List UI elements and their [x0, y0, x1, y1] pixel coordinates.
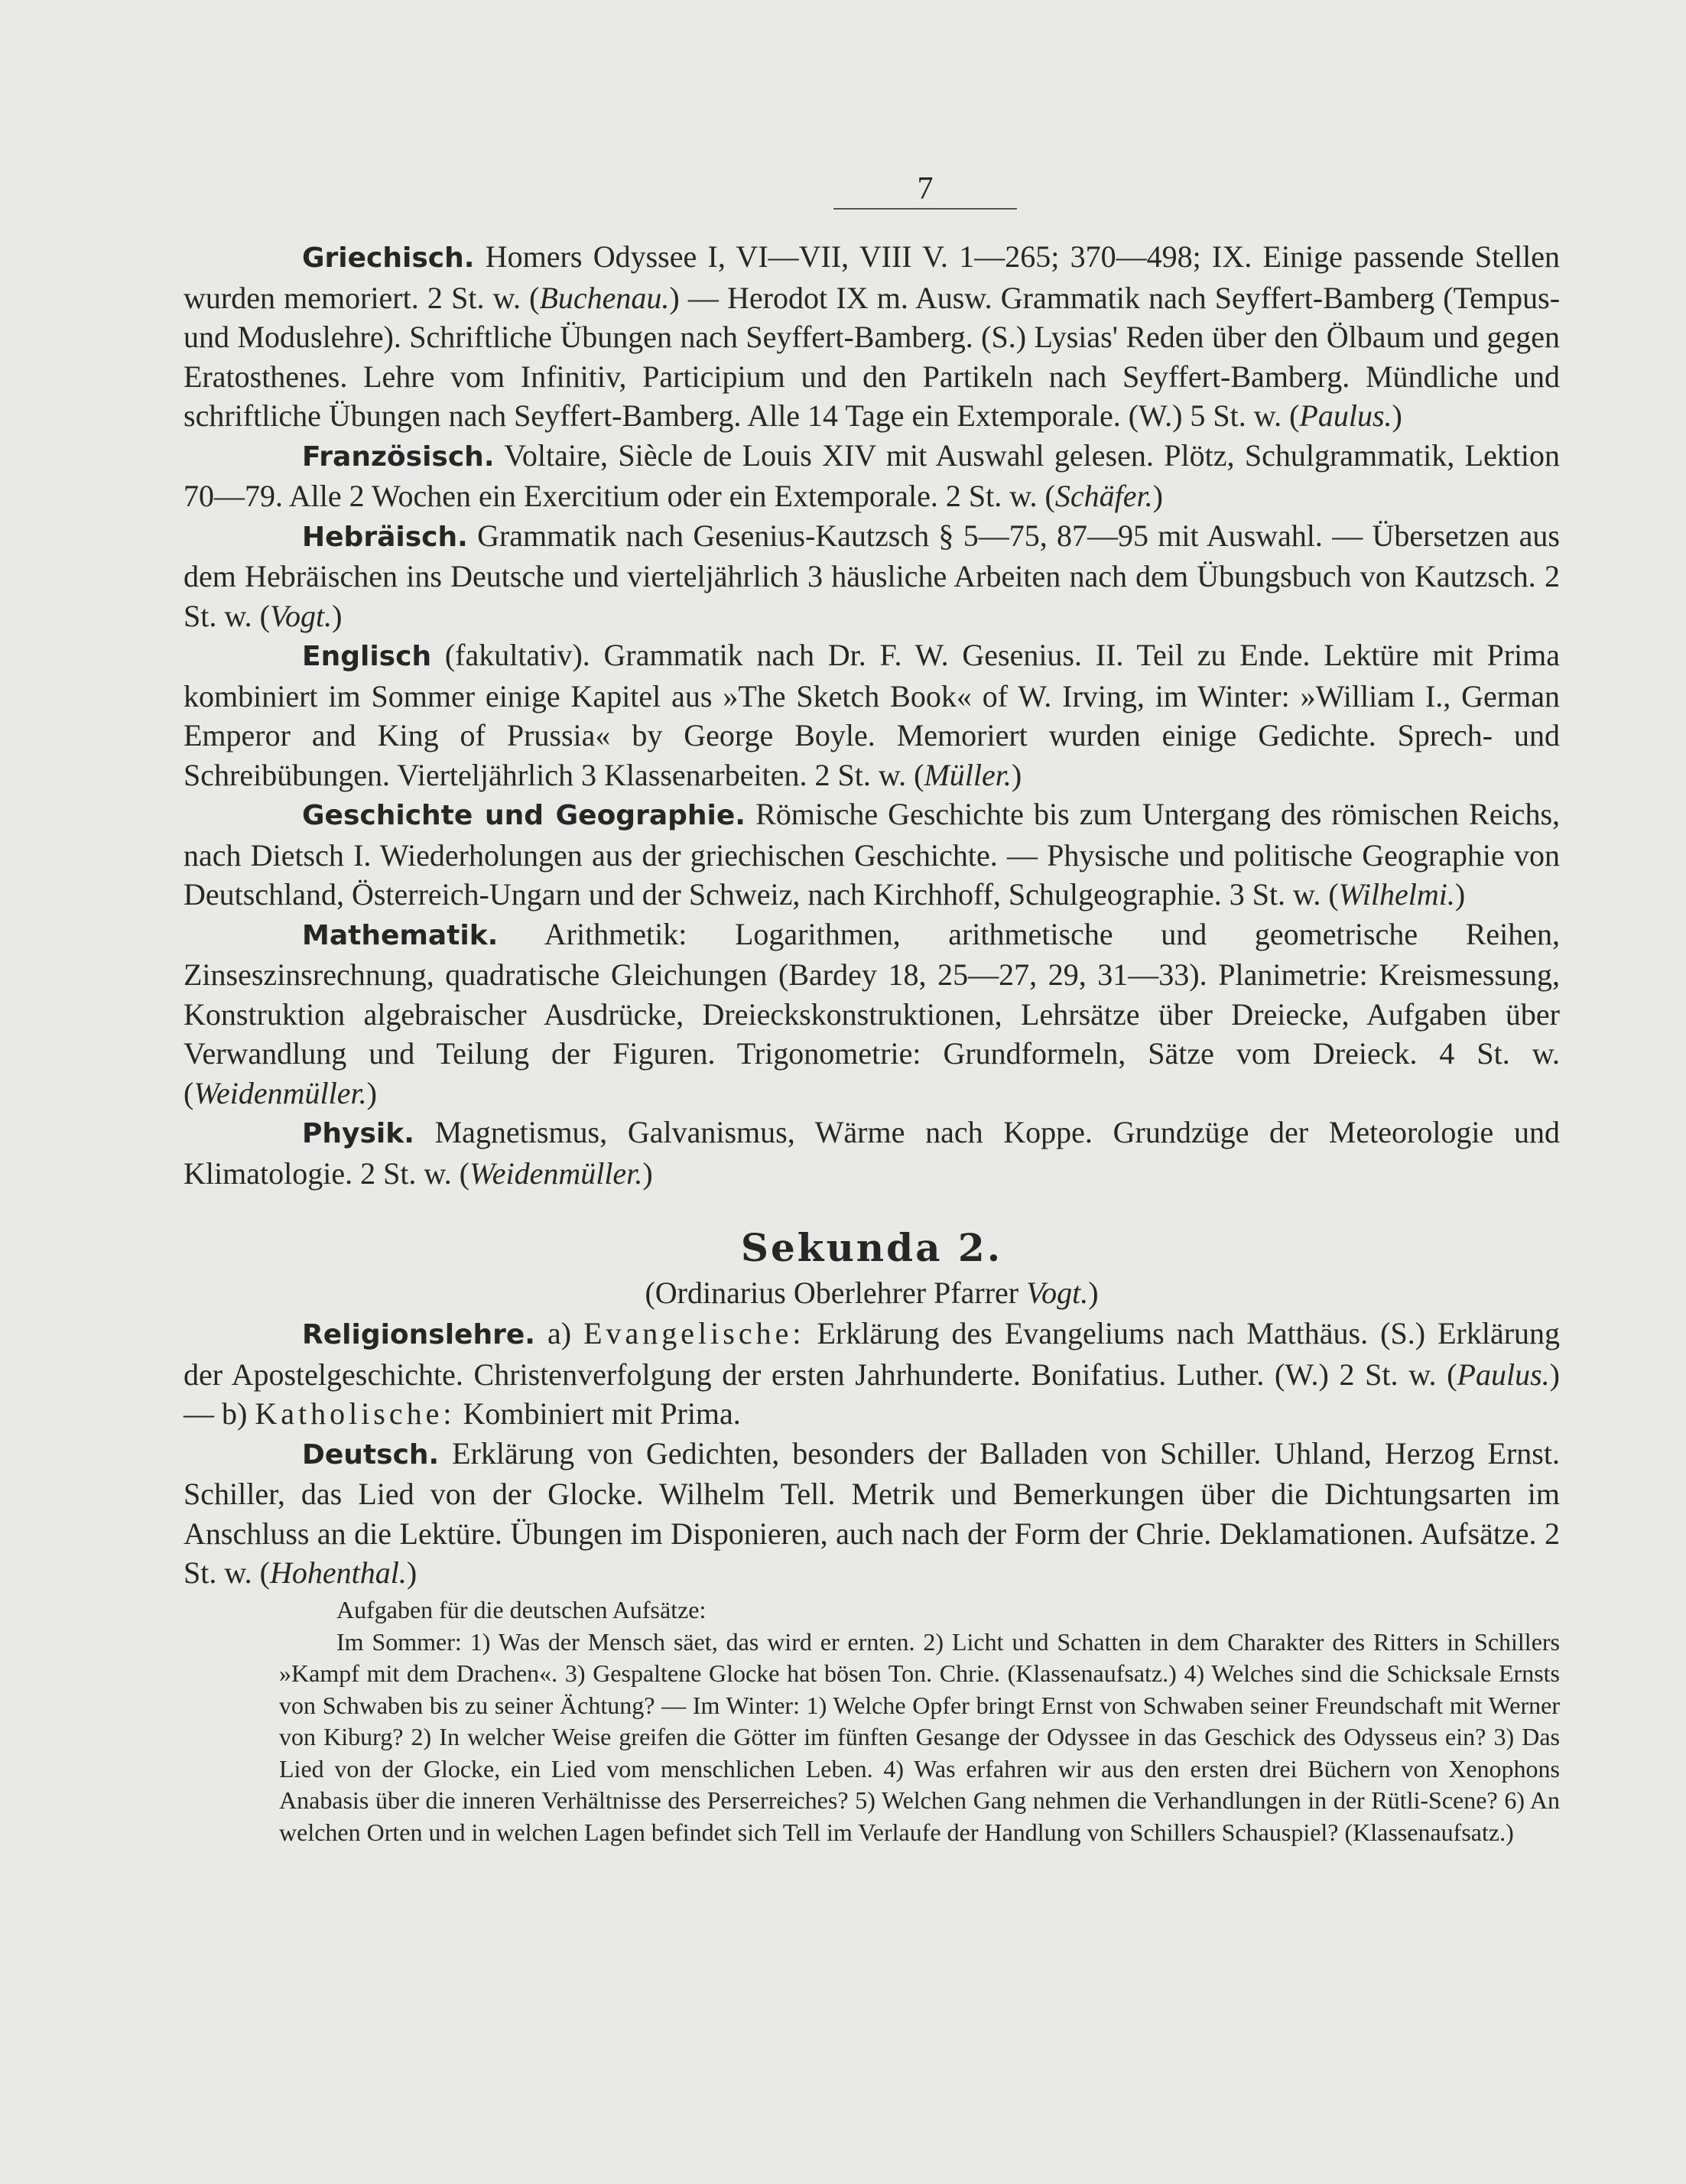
- subject-title: Französisch.: [302, 440, 495, 473]
- ordinarius-prefix: (Ordinarius Oberlehrer Pfarrer: [645, 1276, 1027, 1310]
- aufgaben-title: Aufgaben für die deutschen Aufsätze:: [336, 1595, 707, 1623]
- subject-title: Religionslehre.: [302, 1319, 535, 1350]
- ordinarius-name: Vogt.: [1026, 1276, 1089, 1310]
- subject-text: Erklärung von Gedichten, besonders der Balladen von Schiller. Uhland, Herzog Ernst. Schiller, das Lied von der Glocke. Wilhelm Tell. Metrik und Bemerkungen über die Dichtungsarten im Anschluss an die Lektüre. Übungen im Disponieren, auch nach der Form der Chrie. Deklamationen. Aufsätze. 2 St. w. (: [184, 1435, 1560, 1590]
- teacher-name: Wilhelmi.: [1338, 877, 1455, 912]
- subject-text: a): [547, 1316, 584, 1350]
- subject-text: Homers Odyssee I, VI—VII, VIII V. 1—265; 370—498; IX. Einige passende Stellen wurden memoriert. 2 St. w. (: [184, 239, 1561, 315]
- subject-text: ): [1152, 479, 1163, 513]
- subject-paragraph-mathematik: [184, 915, 1560, 1113]
- subject-paragraph-religionslehre: [184, 1314, 1560, 1434]
- subject-text: ): [1454, 877, 1466, 912]
- subject-title: Englisch: [302, 641, 432, 672]
- subject-paragraph-hebräisch: [184, 516, 1560, 636]
- subject-text: ): [642, 1155, 653, 1191]
- subject-text: Römische Geschichte bis zum Untergang des römischen Reichs, nach Dietsch I. Wiederholungen aus der griechischen Geschichte. — Physische und politische Geographie von Deutschland, Österreich-Ungarn und der Schweiz, nach Kirchhoff, Schulgeographie. 3 St. w. (: [184, 797, 1561, 912]
- subject-paragraphs: [184, 237, 1560, 1193]
- subject-text: ): [1392, 398, 1402, 433]
- subject-text: ) — Herodot IX m. Ausw. Grammatik nach Seyffert-Bamberg (Tempus- und Moduslehre). Schriftliche Übungen nach Seyffert-Bamberg. (S.) Lysias' Reden über den Ölbaum und gegen Eratosthenes. Lehre vom Infinitiv, Participium und den Partikeln nach Seyffert-Bamberg. Mündliche und schriftliche Übungen nach Seyffert-Bamberg. Alle 14 Tage ein Extemporale. (W.) 5 St. w. (: [184, 280, 1561, 433]
- subject-paragraph-französisch: [184, 436, 1560, 516]
- subject-text: (fakultativ). Grammatik nach Dr. F. W. Gesenius. II. Teil zu Ende. Lektüre mit Prima kombiniert im Sommer einige Kapitel aus »The Sketch Book« of W. Irving, im Winter: »William I., German Emperor and King of Prussia« by George Boyle. Memoriert wurden einige Gedichte. Sprech- und Schreibübungen. Vierteljährlich 3 Klassenarbeiten. 2 St. w. (: [184, 638, 1561, 792]
- section-heading: Sekunda 2.: [740, 1225, 1003, 1270]
- subject-text: Katholische:: [255, 1396, 456, 1431]
- subject-text: Magnetismus, Galvanismus, Wärme nach Koppe. Grundzüge der Meteorologie und Klimatologie. 2 St. w. (: [184, 1115, 1561, 1191]
- subject-text: Arithmetik: Logarithmen, arithmetische und geometrische Reihen, Zinseszinsrechnung, quadratische Gleichungen (Bardey 18, 25—27, 29, 31—33). Planimetrie: Kreismessung, Konstruktion algebraischer Ausdrücke, Dreieckskonstruktionen, Lehrsätze über Dreiecke, Aufgaben über Verwandlung und Teilung der Figuren. Trigonometrie: Grundformeln, Sätze vom Dreieck. 4 St. w. (: [184, 916, 1560, 1110]
- teacher-name: Müller.: [924, 757, 1012, 792]
- subject-title: Mathematik.: [302, 919, 499, 951]
- teacher-name: Weidenmüller.: [469, 1155, 643, 1191]
- subject-paragraph-griechisch: [184, 237, 1560, 436]
- subjects-block: [184, 237, 1560, 1848]
- subject-text: Evangelische:: [583, 1316, 805, 1350]
- subject-title: Hebräisch.: [302, 521, 468, 553]
- subject-text: Erklärung des Evangeliums nach Matthäus. (S.) Erklärung der Apostelgeschichte. Christenverfolgung der ersten Jahrhunderte. Bonifatius. Luther. (W.) 2 St. w. (: [184, 1316, 1561, 1392]
- subject-paragraph-deutsch: [184, 1434, 1560, 1593]
- subject-paragraphs-2: [184, 1314, 1560, 1593]
- subject-title: Deutsch.: [302, 1438, 440, 1471]
- page-number: 7: [833, 170, 1017, 210]
- teacher-name: Buchenau.: [539, 280, 670, 315]
- subject-title: Physik.: [302, 1118, 414, 1149]
- subject-text: ) — b): [184, 1357, 1560, 1431]
- teacher-name: Hohenthal.: [269, 1555, 407, 1590]
- subject-paragraph-geschichte-und-geographie: [184, 795, 1560, 915]
- teacher-name: Vogt.: [269, 598, 333, 633]
- subject-title: Geschichte und Geographie.: [302, 800, 746, 831]
- subject-paragraph-englisch: [184, 635, 1560, 795]
- ordinarius-line: [184, 1272, 1560, 1314]
- subject-text: ): [366, 1075, 377, 1110]
- teacher-name: Paulus.: [1457, 1357, 1550, 1392]
- subject-text: ): [406, 1555, 417, 1590]
- subject-text: Voltaire, Siècle de Louis XIV mit Auswahl gelesen. Plötz, Schulgrammatik, Lektion 70—79. Alle 2 Wochen ein Exercitium oder ein Extemporale. 2 St. w. (: [184, 437, 1561, 513]
- subject-paragraph-physik: [184, 1113, 1560, 1193]
- subject-text: ): [332, 598, 343, 633]
- ordinarius-suffix: ): [1088, 1276, 1099, 1310]
- subject-text: Kombiniert mit Prima.: [455, 1396, 741, 1431]
- subject-title: Griechisch.: [302, 242, 475, 274]
- subject-text: Grammatik nach Gesenius-Kautzsch § 5—75, 87—95 mit Auswahl. — Übersetzen aus dem Hebräischen ins Deutsche und vierteljährlich 3 häusliche Arbeiten nach dem Übungsbuch von Kautzsch. 2 St. w. (: [184, 518, 1561, 633]
- teacher-name: Schäfer.: [1054, 479, 1153, 513]
- teacher-name: Weidenmüller.: [193, 1075, 367, 1110]
- subject-text: ): [1011, 757, 1022, 792]
- teacher-name: Paulus.: [1299, 398, 1392, 433]
- aufgaben-text: Im Sommer: 1) Was der Mensch säet, das wird er ernten. 2) Licht und Schatten in dem Charakter des Ritters in Schillers »Kampf mit dem Drachen«. 3) Gespaltene Glocke hat bösen Ton. Chrie. (Klassenaufsatz.) 4) Welches sind die Schicksale Ernsts von Schwaben bis zu seiner Ächtung? — Im Winter: 1) Welche Opfer bringt Ernst von Schwaben seiner Freundschaft mit Werner von Kiburg? 2) In welcher Weise greifen die Götter im fünften Gesange der Odyssee in das Geschick des Odysseus ein? 3) Das Lied von der Glocke, ein Lied vom menschlichen Leben. 4) Was erfahren wir aus den ersten drei Büchern von Xenophons Anabasis über die inneren Verhältnisse des Perserreiches? 5) Welchen Gang nehmen die Verhandlungen in der Rütli-Scene? 6) An welchen Orten und in welchen Lagen befindet sich Tell im Verlaufe der Handlung von Schillers Schauspiel? (Klassenaufsatz.): [279, 1627, 1560, 1846]
